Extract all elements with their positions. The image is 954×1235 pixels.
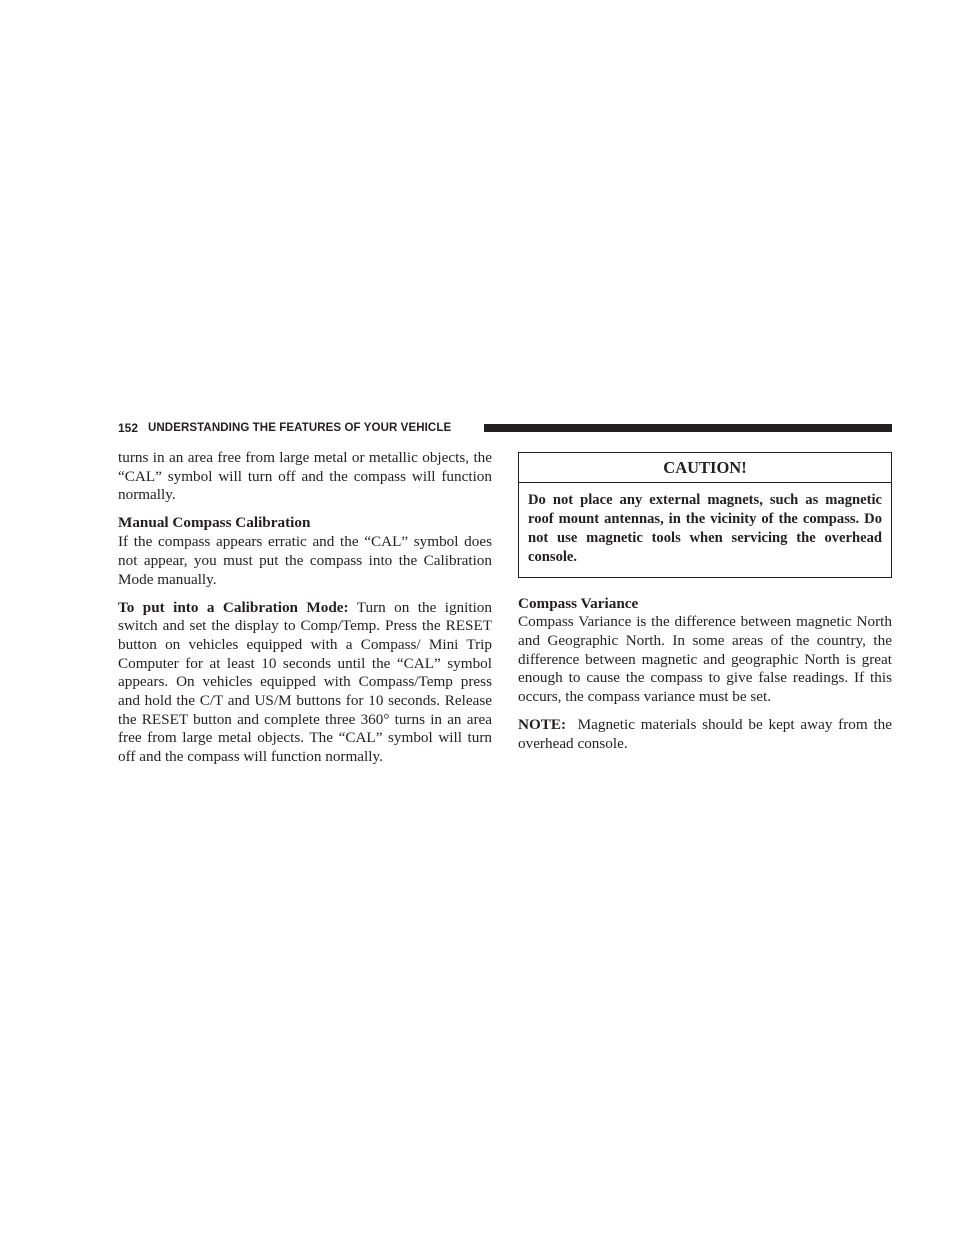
left-column: [118, 449, 492, 776]
manual-calibration-paragraph: If the compass appears erratic and the “CAL” symbol does not appear, you must put the compass into the Calibration Mode manually.: [118, 533, 492, 588]
compass-variance-heading: Compass Variance: [518, 594, 639, 612]
note-paragraph: [518, 716, 896, 753]
compass-variance-paragraph: Compass Variance is the difference between magnetic North and Geographic North. In some areas of the country, the difference between magnetic and geographic North is great enough to cause the compass to give false readings. If this occurs, the compass variance must be set.: [518, 613, 892, 706]
note-label: NOTE:: [518, 716, 567, 734]
page-header: [118, 420, 892, 436]
calibration-mode-text: Turn on the ignition switch and set the display to Comp/Temp. Press the RESET button on vehicles equipped with a Compass/ Mini Trip Computer for at least 10 seconds until the “CAL” symbol appears. On vehicles equipped with Compass/Temp press and hold the C/T and US/M buttons for 10 seconds. Release the RESET button and complete three 360° turns in an area free from large metal objects. The “CAL” symbol will turn off and the compass will function normally.: [118, 598, 492, 766]
caution-body: Do not place any external magnets, such as magnetic roof mount antennas, in the vicinity of the compass. Do not use magnetic tools when servicing the overhead console.: [528, 492, 882, 565]
note-text: Magnetic materials should be kept away from the overhead console.: [518, 716, 896, 752]
intro-paragraph: turns in an area free from large metal or metallic objects, the “CAL” symbol will turn off and the compass will function normally.: [118, 449, 492, 504]
manual-calibration-heading: Manual Compass Calibration: [118, 514, 311, 532]
header-rule: [484, 424, 892, 432]
section-title: UNDERSTANDING THE FEATURES OF YOUR VEHICLE: [148, 422, 452, 434]
caution-box: [518, 452, 892, 578]
calibration-mode-lead: To put into a Calibration Mode:: [118, 598, 349, 616]
calibration-mode-paragraph: [118, 599, 492, 767]
caution-title: CAUTION!: [519, 453, 891, 483]
page-number: 152: [118, 421, 139, 435]
right-column: [518, 452, 896, 763]
